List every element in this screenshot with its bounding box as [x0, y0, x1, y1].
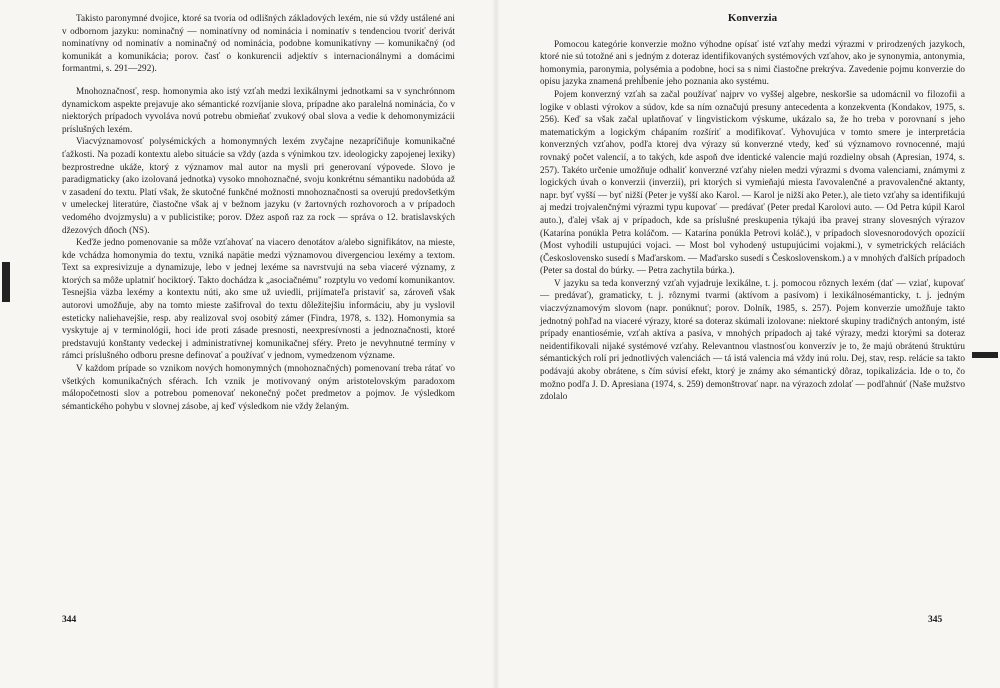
- page-number: 345: [928, 615, 943, 625]
- paragraph: Viacvýznamovosť polysémických a homonymných lexém zvyčajne nezapríčiňuje komunikačné ťažkosti. Na pozadí kontextu alebo situácie sa vždy (azda s výnimkou tzv. ideologicky zapojenej lexiky) bezprostredne ukáže, ktorý z významov mal autor na mysli pri generovaní výpovede. Slovo je paradigmaticky (ako izolovaná jednotka) vysoko mnohoznačné, svoju konkrétnu sémantiku nadobúda až v zasadení do textu. Platí však, že skutočné funkčné možnosti mnohoznačnosti sa overujú predovšetkým v umeleckej literatúre, čiastočne však aj v bežnom jazyku (v žartovných rozhovoroch a v prípadoch vedomého dvojzmyslu) a v publicistike; porov. Džez aspoň raz za rock — správa o 12. bratislavských džezových dňoch (NS).: [62, 136, 455, 235]
- section-title: Konverzia: [727, 12, 778, 24]
- left-page: [0, 0, 492, 688]
- left-text-column: [62, 12, 455, 412]
- paragraph: Takisto paronymné dvojice, ktoré sa tvoria od odlišných základových lexém, nie sú vždy ustálené ani v odbornom jazyku: nominačný — nominatívny od nominácia i nominatív s tendenciou tvoriť derivát nominatívny od nominatív a nominačný od nominácia, podobne komunikatívny — komunikačný (od komunikát a komunikácia; porov. časť o konkurencii adjektív s internacionálnymi a domácimi formantmi, s. 291—292).: [62, 13, 455, 74]
- right-text-column: [540, 12, 965, 403]
- page-number: 344: [62, 615, 77, 625]
- paragraph: V každom prípade so vznikom nových homonymných (mnohoznačných) pomenovaní treba rátať vo všetkých komunikačných sférach. Ich vznik je motivovaný oným aristotelovským paradoxom málopočetnosti slov a potrebou pomenovať nekonečný počet predmetov a pojmov. Je výsledkom sémantického pohybu v slovnej zásobe, aj keď výsledkom nie vždy želaným.: [62, 363, 455, 411]
- right-page: [500, 0, 1000, 688]
- paragraph: V jazyku sa teda konverzný vzťah vyjadruje lexikálne, t. j. pomocou rôznych lexém (dať — vziať, kupovať — predávať), gramaticky, t. j. rôznymi tvarmi (aktívom a pasívom) i lexikálnosémanticky, t. j. jedným viaczvýznamovým slovom (napr. ponúknuť; porov. Dolník, 1985, s. 257). Pojem konverzie umožňuje takto jednotný pohľad na viaceré výrazy, ktoré sa doteraz skúmali izolovane: niektoré skupiny tradičných antoným, isté prípady enantiosémie, vzťah aktíva a pasíva, v mnohých prípadoch aj také výrazy, medzi ktorými sa doteraz neidentifikovali nijaké systémové vzťahy. Relevantnou vlastnosťou konverzív je to, že majú obrátenú štruktúru sémantických rolí pri jednotlivých valenciách — tá istá valencia má vždy inú rolu. Dej, stav, resp. relácie sa takto podávajú akoby obrátene, s čím súvisí efekt, ktorý je známy ako sémantický dôraz, topikalizácia. Ide o to, čo možno podľa J. D. Apresiana (1974, s. 259) demonštrovať napr. na výrazoch zdolať — podľahnúť (Naše mužstvo zdolalo: [540, 277, 965, 402]
- scan-artifact: [2, 262, 10, 302]
- paragraph: Pomocou kategórie konverzie možno výhodne opísať isté vzťahy medzi výrazmi v prirodzených jazykoch, ktoré nie sú totožné ani s jedným z doteraz identifikovaných systémových vzťahov, ako je synonymia, antonymia, homonymia, paronymia, polysémia a podobne, hoci sa s nimi čiastočne prekrýva. Zavedenie pojmu konverzie do opisu jazyka znamená prehĺbenie jeho poznania ako systému.: [540, 38, 965, 87]
- scan-artifact: [972, 352, 998, 358]
- paragraph: Mnohoznačnosť, resp. homonymia ako istý vzťah medzi lexikálnymi jednotkami sa v synchrónnom dynamickom aspekte prejavuje ako sémantické rozvíjanie slova, prípadne ako paralelná nominácia, čo v niektorých prípadoch vyvoláva novú potrebu obmieňať zvukový obal slova a vedie k dehomonymizácii príslušných lexém.: [62, 85, 455, 134]
- paragraph: Pojem konverzný vzťah sa začal používať najprv vo vyššej algebre, neskoršie sa udomácnil vo filozofii a logike v oblasti výrokov a súdov, kde sa ním označujú presuny antecedenta a konzekventa (Kondakov, 1975, s. 256). Keď sa však začal uplatňovať v lingvistickom výskume, ukázalo sa, že ho treba v porovnaní s jeho matematickým a logickým chápaním rozšíriť a modifikovať. Vyhovujúca v tomto smere je interpretácia konverzných vzťahov, podľa ktorej dva výrazy sú konverzné vtedy, keď sú významovo rovnocenné, majú rovnaký počet valencií, a to takých, kde aspoň dve identické valencie majú rozdielny obsah (Apresian, 1974, s. 257). Takéto určenie umožňuje odhaliť konverzné vzťahy nielen medzi výrazmi s dvoma valenciami, známymi z logických úvah o konverzii (inverzii), pri ktorých si vymieňajú miesta ľavovalenčné a pravovalenčné aktanty, napr. byť vyšší — byť nižší (Peter je vyšší ako Karol. — Karol je nižší ako Peter.), ale tieto vzťahy sa identifikujú aj medzi trojvalenčnými výrazmi typu kupovať — predávať (Peter predal Karolovi auto. — Od Petra kúpil Karol auto.), ďalej však aj v prípadoch, kde sa príslušné preskupenia týkajú iba pravej strany slovesných výrazov (Katarína ponúkla Petra koláčom. — Katarína ponúkla Petrovi koláč.), v prípadoch slovesnorodových opozícií (Most vyhodili ustupujúci vojaci. — Most bol vyhodený ustupujúcimi vojakmi.), v symetrických reláciách (Československo susedí s Maďarskom. — Maďarsko susedí s Československom.) a v mnohých ďalších prípadoch (Peter sa dostal do búrky. — Petra zachytila búrka.).: [540, 88, 965, 276]
- book-gutter: [492, 0, 500, 688]
- paragraph: Keďže jedno pomenovanie sa môže vzťahovať na viacero denotátov a/alebo signifikátov, na mieste, kde vchádza homonymia do textu, vzniká napätie medzi významovou divergenciou lexémy a textom. Text sa expresivizuje a dynamizuje, lebo v jednej lexéme sa navrstvujú na seba viaceré významy, z ktorých sa môže uplatniť hociktorý. Takto dochádza k „asociačnému" rozptylu vo vedomí komunikantov. Tesnejšia väzba lexémy a kontextu núti, ako sme už uviedli, prijímateľa pristaviť sa, zároveň však autorovi umožňuje, aby na tomto mieste zašifroval do textu dôležitejšiu informáciu, aby ju vyslovil esteticky naliehavejšie, resp. aby realizoval svoj osobitý zámer (Findra, 1978, s. 132). Homonymia sa vyskytuje aj v terminológii, hoci ide proti zásade presnosti, neexpresívnosti a jednoznačnosti, ktoré predstavujú konštanty vedeckej i administratívnej komunikačnej sféry. Preto je nevyhnutné termíny v rámci príslušného odboru presne definovať a používať v jednom, vymedzenom význame.: [62, 237, 455, 361]
